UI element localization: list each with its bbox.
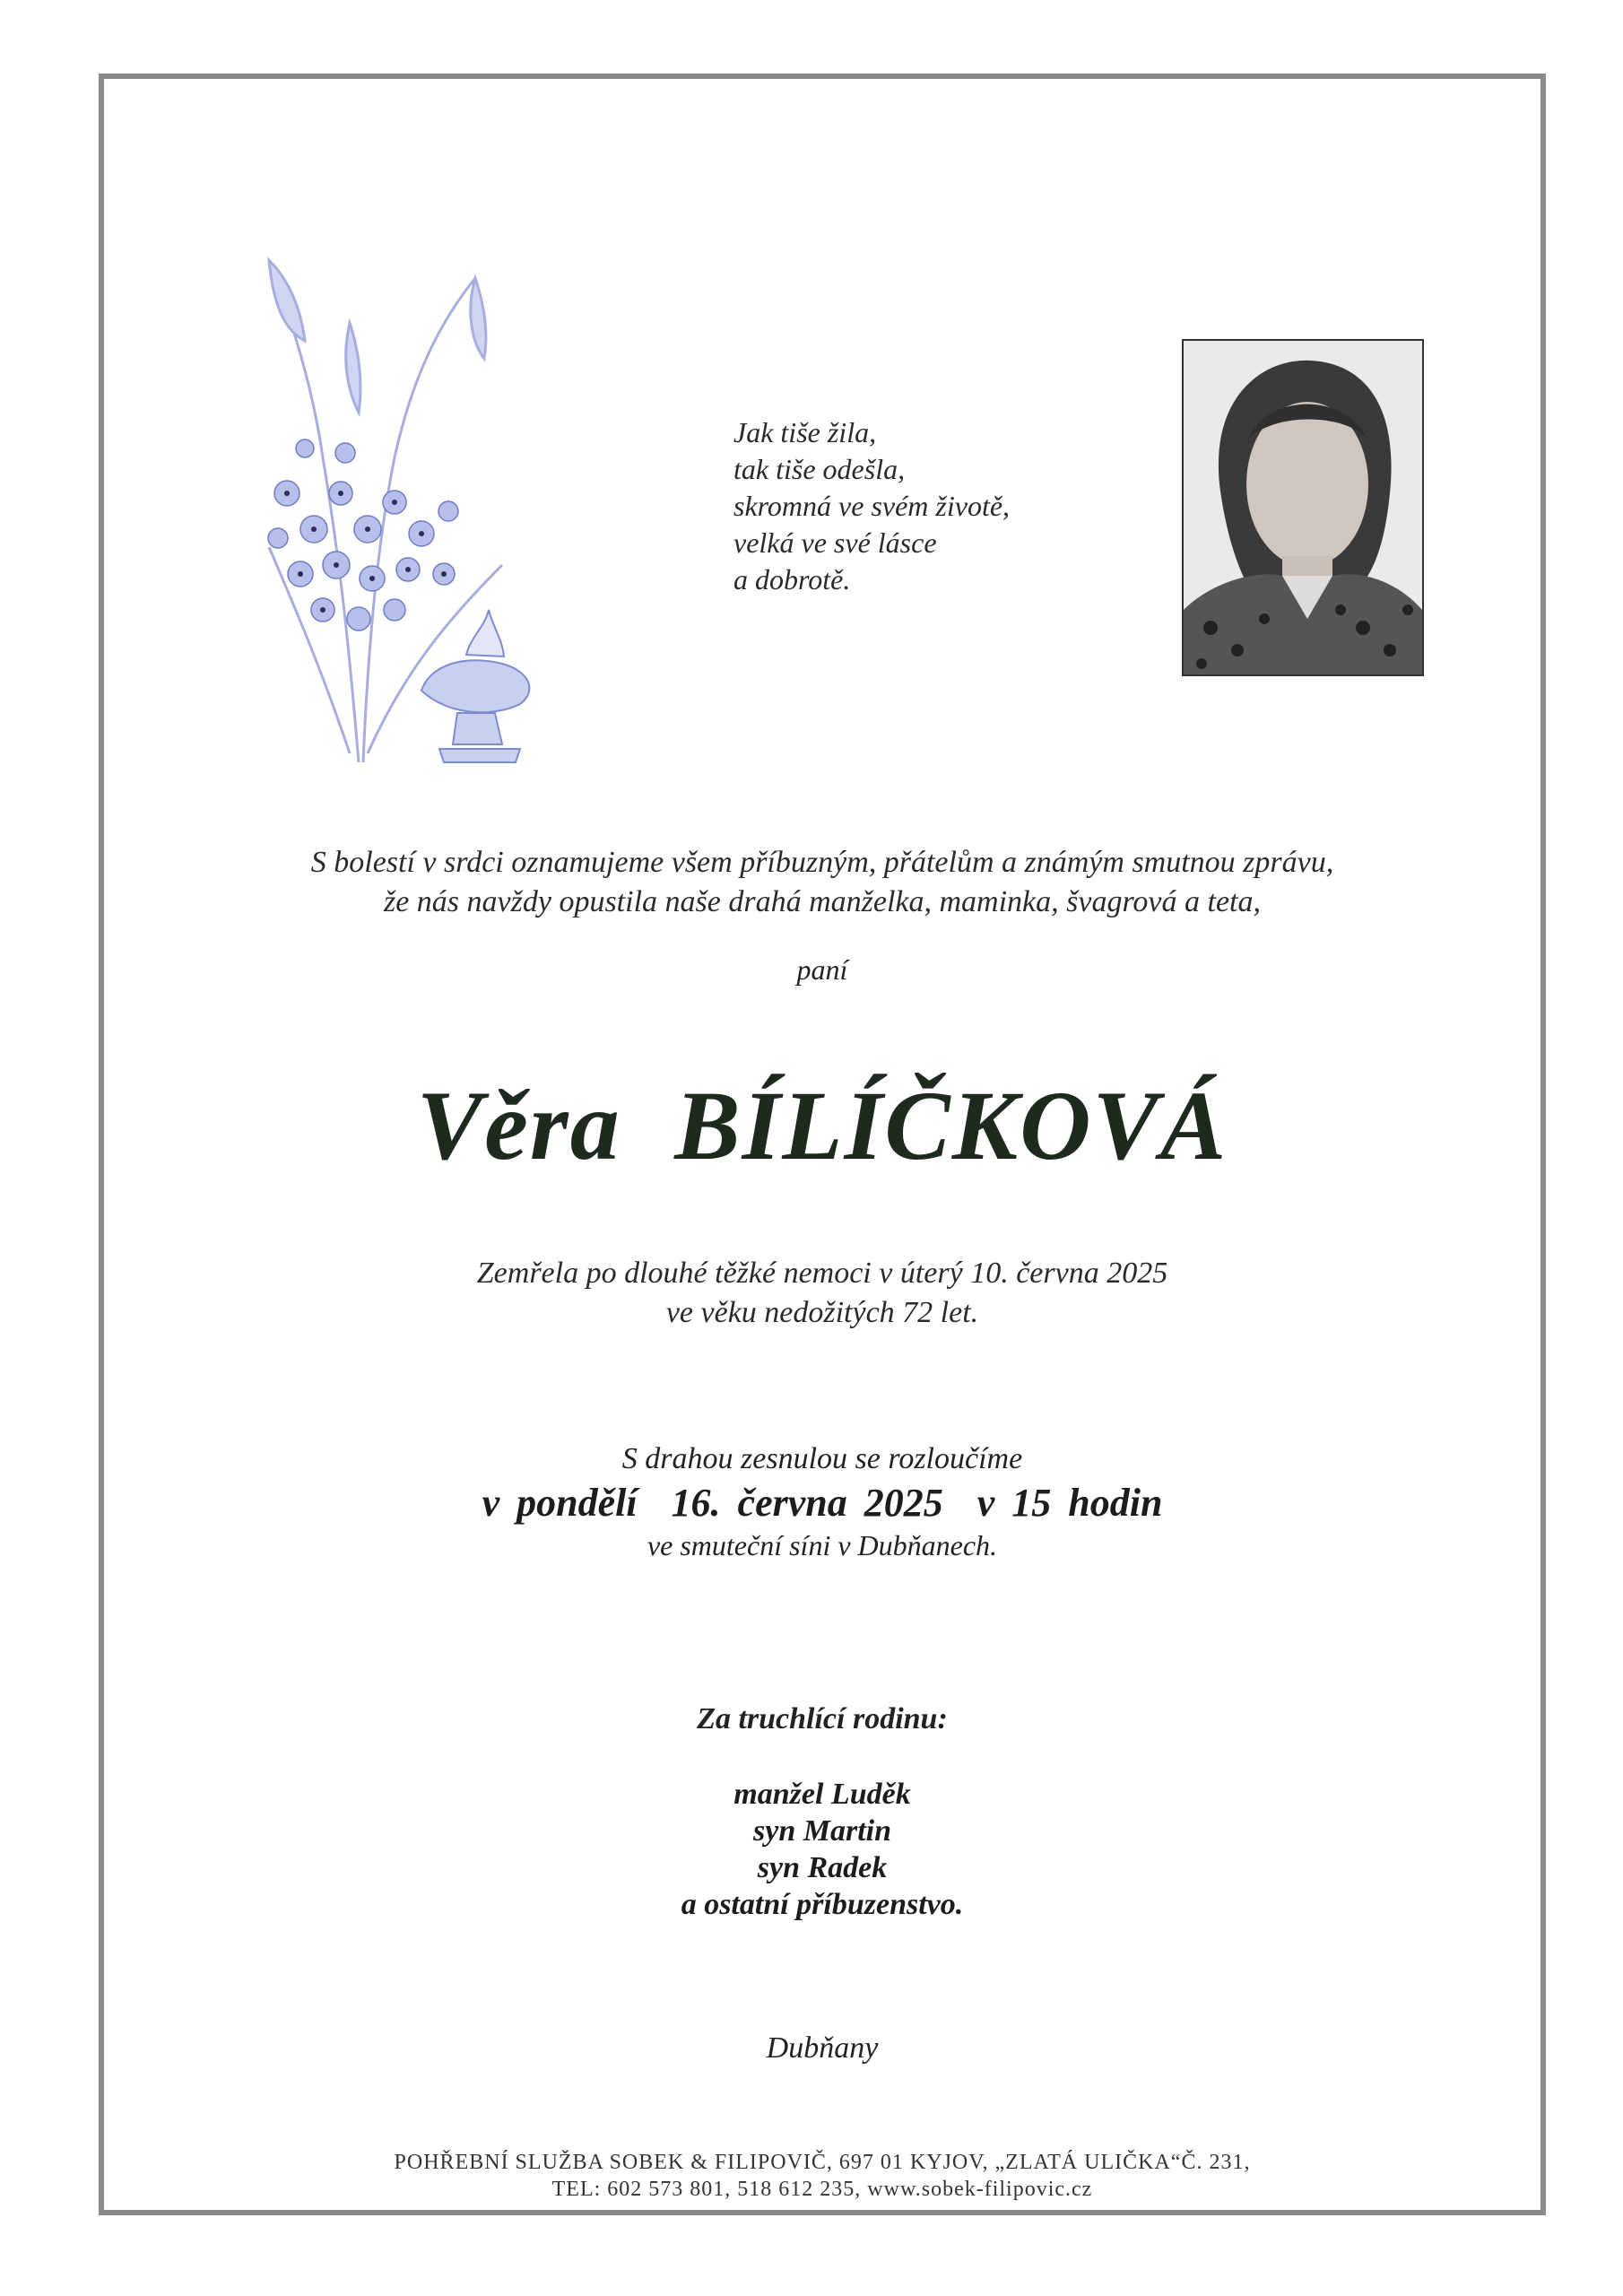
place-name: Dubňany <box>766 2031 879 2065</box>
last-name: BÍLÍČKOVÁ <box>674 1071 1228 1180</box>
death-info <box>99 1254 1546 1333</box>
farewell-date-time: v pondělí 16. června 2025 v 15 hodin <box>482 1481 1163 1525</box>
announcement-line: S bolestí v srdci oznamujeme všem příbuzným, přátelům a známým smutnou zprávu, <box>310 846 1334 879</box>
first-name: Věra <box>416 1071 621 1180</box>
portrait-image <box>1184 341 1422 674</box>
death-line: Zemřela po dlouhé těžké nemoci v úterý 10. června 2025 <box>476 1257 1168 1290</box>
flower-bouquet-illustration <box>215 224 574 780</box>
poem-line: velká ve své lásce <box>733 526 937 559</box>
farewell-intro: S drahou zesnulou se rozloučíme <box>621 1442 1023 1475</box>
portrait-photo <box>1182 339 1424 676</box>
poem-line: a dobrotě. <box>733 563 851 596</box>
death-line: ve věku nedožitých 72 let. <box>665 1296 979 1329</box>
funeral-service-address: POHŘEBNÍ SLUŽBA SOBEK & FILIPOVIČ, 697 01 KYJOV, „ZLATÁ ULIČKA“Č. 231, <box>394 2151 1251 2174</box>
deceased-name <box>99 1067 1546 1184</box>
family-list <box>99 1776 1546 1923</box>
family-title: Za truchlící rodinu: <box>697 1702 948 1735</box>
poem-line: Jak tiše žila, <box>733 416 877 448</box>
family-member: manžel Luděk <box>733 1778 911 1811</box>
salutation: paní <box>796 953 848 986</box>
family-member: syn Radek <box>757 1851 888 1884</box>
announcement-line: že nás navždy opustila naše drahá manželka, maminka, švagrová a teta, <box>383 885 1261 918</box>
funeral-service-contact: TEL: 602 573 801, 518 612 235, www.sobek-filipovic.cz <box>551 2178 1093 2201</box>
poem-line: tak tiše odešla, <box>733 453 906 485</box>
poem <box>733 414 1010 598</box>
family-member: a ostatní příbuzenstvo. <box>681 1888 964 1921</box>
announcement-text <box>99 843 1546 922</box>
poem-line: skromná ve svém životě, <box>733 490 1011 522</box>
family-member: syn Martin <box>753 1814 891 1848</box>
farewell-location: ve smuteční síni v Dubňanech. <box>647 1529 998 1561</box>
